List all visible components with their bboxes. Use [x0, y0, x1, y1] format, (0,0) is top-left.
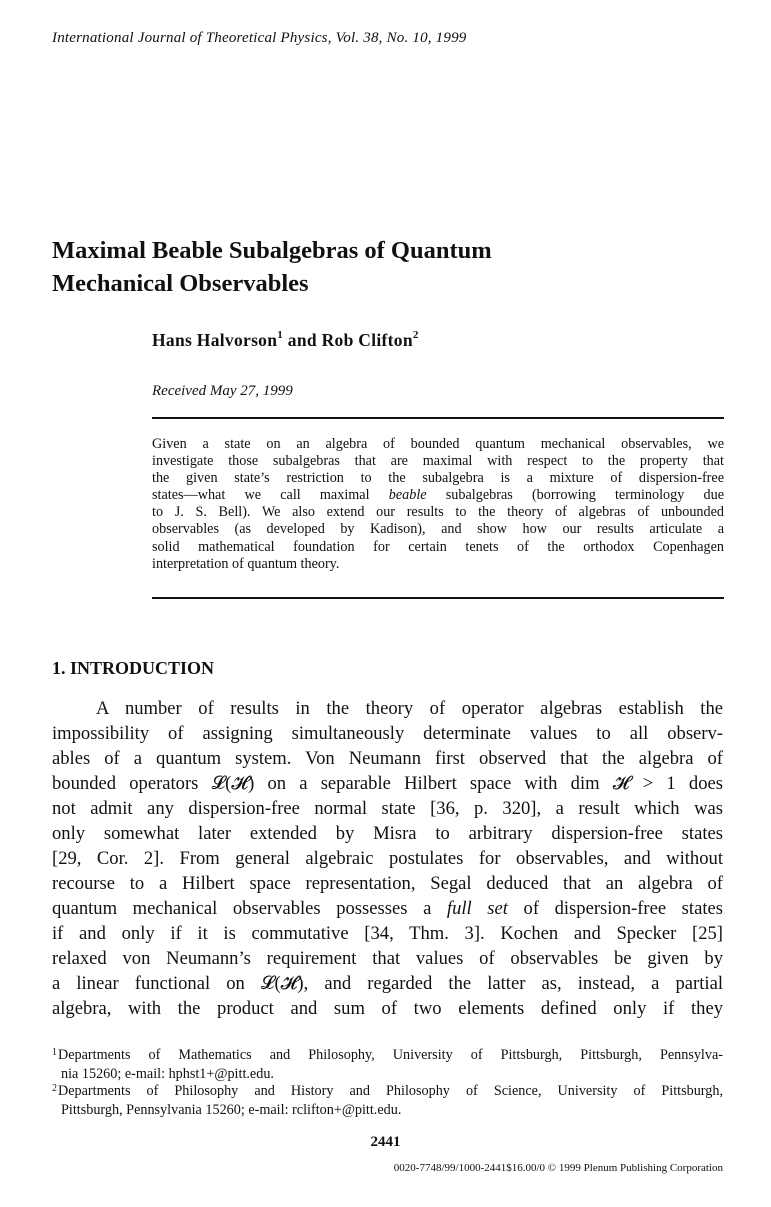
abstract-bottom-rule	[152, 597, 724, 599]
body-line: bounded operators 𝓛(𝓗) on a separable Hilbert space with dim 𝓗 > 1 does	[52, 773, 723, 794]
abstract-text: subalgebras (borrowing terminology due	[445, 487, 725, 504]
title-line-1: Maximal Beable Subalgebras of Quantum	[52, 237, 492, 264]
author-conjunction: and	[287, 330, 317, 350]
body-line	[52, 896, 723, 921]
body-line: impossibility of assigning simultaneously determinate values to all observ-	[52, 723, 723, 744]
abstract-line: investigate those subalgebras that are maximal with respect to the property that	[152, 453, 724, 470]
footnote-text: Departments of Philosophy and History and Philosophy of Science, University of Pittsburgh,	[58, 1083, 723, 1100]
abstract	[152, 436, 724, 573]
copyright-line: 0020-7748/99/1000-2441$16.00/0 © 1999 Plenum Publishing Corporation	[393, 1162, 723, 1174]
page-number: 2441	[370, 1134, 401, 1150]
abstract-text: states—what we call maximal	[152, 487, 370, 504]
body-line: [29, Cor. 2]. From general algebraic postulates for observables, and without	[52, 848, 723, 869]
footnote-marker: 2	[412, 329, 419, 342]
section-heading: 1. INTRODUCTION	[52, 658, 215, 678]
body-line: relaxed von Neumann’s requirement that values of observables be given by	[52, 948, 723, 969]
body-line: A number of results in the theory of operator algebras establish the	[96, 698, 723, 719]
body-line: algebra, with the product and sum of two elements defined only if they	[52, 998, 723, 1019]
body-line: recourse to a Hilbert space representation, Segal deduced that an algebra of	[52, 873, 723, 894]
footnote-line	[52, 1083, 723, 1102]
body-line: if and only if it is commutative [34, Thm. 3]. Kochen and Specker [25]	[52, 923, 723, 944]
body-line: ables of a quantum system. Von Neumann first observed that the algebra of	[52, 748, 723, 769]
footnote-line	[52, 1047, 723, 1066]
body-text: of dispersion-free states	[523, 898, 723, 919]
author-name: Hans Halvorson	[152, 330, 278, 350]
abstract-top-rule	[152, 417, 724, 419]
footnote-number: 2	[52, 1083, 57, 1095]
abstract-line: observables (as developed by Kadison), and show how our results articulate a	[152, 521, 724, 538]
author-list	[152, 330, 419, 351]
body-paragraph	[52, 696, 723, 1021]
body-text: quantum mechanical observables possesses a	[52, 898, 432, 919]
footnote-line: nia 15260; e-mail: hphst1+@pitt.edu.	[61, 1065, 274, 1082]
journal-citation: International Journal of Theoretical Physics, Vol. 38, No. 10, 1999	[52, 30, 467, 46]
received-date: Received May 27, 1999	[152, 383, 293, 399]
body-emphasis: full set	[446, 898, 508, 919]
footnotes	[52, 1047, 723, 1119]
abstract-line: the given state’s restriction to the subalgebra is a mixture of dispersion-free	[152, 470, 724, 487]
footnote-text: Departments of Mathematics and Philosophy, University of Pittsburgh, Pittsburgh, Pennsylva-	[58, 1047, 723, 1063]
body-line: a linear functional on 𝓛(𝓗), and regarded the latter as, instead, a partial	[52, 973, 723, 994]
abstract-emphasis: beable	[388, 487, 427, 504]
paper-title	[52, 234, 732, 300]
abstract-line: solid mathematical foundation for certain tenets of the orthodox Copenhagen	[152, 538, 724, 555]
footnote-number: 1	[52, 1047, 57, 1058]
body-line: not admit any dispersion-free normal state [36, p. 320], a result which was	[52, 798, 723, 819]
footnote-line: Pittsburgh, Pennsylvania 15260; e-mail: rclifton+@pitt.edu.	[61, 1101, 402, 1118]
body-line: only somewhat later extended by Misra to arbitrary dispersion-free states	[52, 823, 723, 844]
abstract-line	[152, 487, 724, 504]
title-line-2: Mechanical Observables	[52, 270, 309, 297]
abstract-line: Given a state on an algebra of bounded quantum mechanical observables, we	[152, 436, 724, 452]
abstract-line: interpretation of quantum theory.	[152, 555, 340, 572]
author-name: Rob Clifton	[321, 330, 413, 350]
footnote-marker: 1	[277, 329, 284, 342]
abstract-line: to J. S. Bell). We also extend our results to the theory of algebras of unbounded	[152, 504, 724, 521]
